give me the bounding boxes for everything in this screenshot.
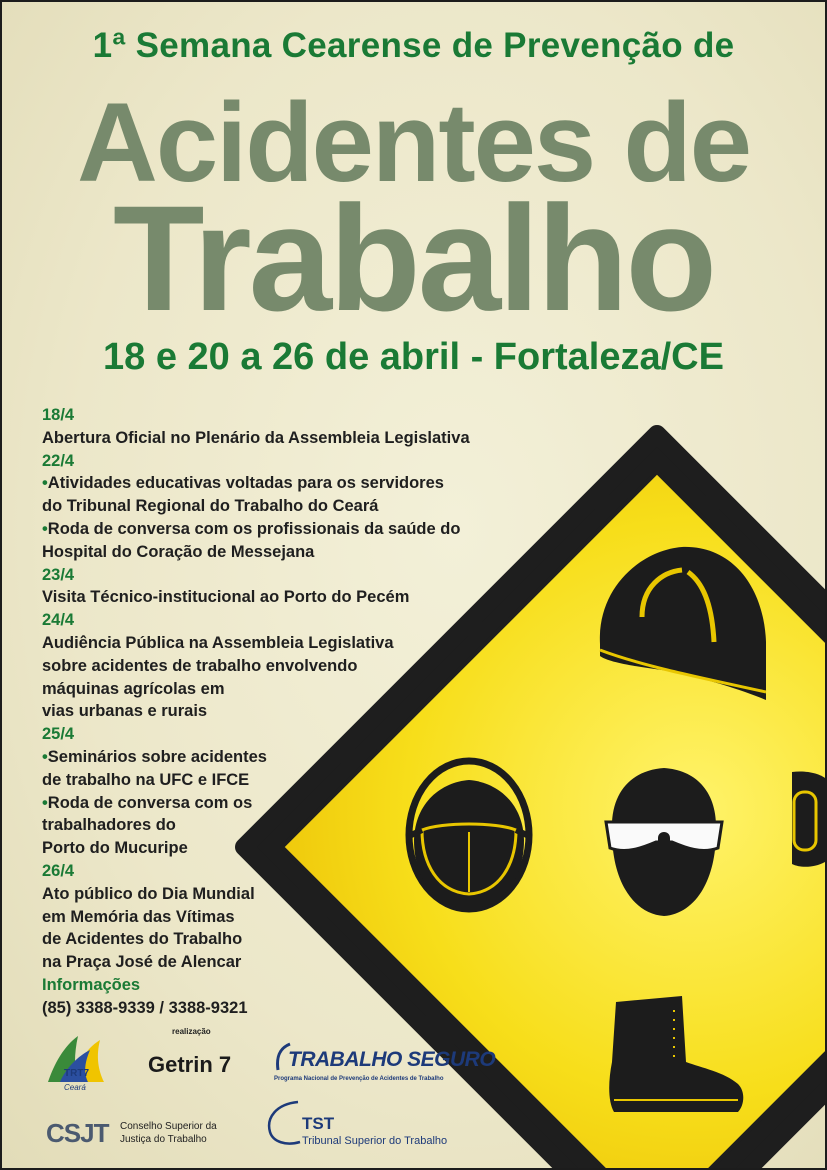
credits-label: realização (172, 1027, 211, 1036)
schedule-item: Visita Técnico-institucional ao Porto do Pecém (42, 588, 410, 607)
event-title: 1ª Semana Cearense de Prevenção de (92, 26, 735, 65)
schedule-date: 23/4 (42, 565, 75, 584)
getrin-logo: Getrin 7 (148, 1052, 232, 1077)
schedule-item: Hospital do Coração de Messejana (42, 542, 315, 561)
schedule-date: 25/4 (42, 725, 75, 744)
schedule-item: de trabalho na UFC e IFCE (42, 770, 250, 789)
headline-line-1: Acidentes de (76, 80, 751, 205)
schedule-item: (85) 3388-9339 / 3388-9321 (42, 998, 248, 1017)
schedule-date: 26/4 (42, 861, 75, 880)
schedule-item: Porto do Mucuripe (42, 839, 188, 858)
schedule-item: Ato público do Dia Mundial (42, 884, 255, 903)
tst-logo: TST (302, 1114, 335, 1133)
schedule-date: 22/4 (42, 451, 75, 470)
schedule-item: • Roda de conversa com os (42, 792, 562, 815)
ear-muffs-icon (792, 771, 825, 866)
trt7-subtitle: Ceará (64, 1083, 86, 1092)
schedule-list (42, 404, 562, 1020)
schedule-date: Informações (42, 975, 141, 994)
schedule-item: trabalhadores do (42, 816, 176, 835)
date-location: 18 e 20 a 26 de abril - Fortaleza/CE (103, 336, 724, 378)
schedule-item: de Acidentes do Trabalho (42, 930, 243, 949)
schedule-item: sobre acidentes de trabalho envolvendo (42, 656, 358, 675)
trt7-logo-text: TRT7 (64, 1068, 89, 1079)
trabalho-seguro-logo: TRABALHO SEGURO (288, 1048, 496, 1071)
tst-full-name: Tribunal Superior do Trabalho (302, 1135, 448, 1147)
schedule-item: Abertura Oficial no Plenário da Assembleia Legislativa (42, 428, 470, 447)
csjt-logo-text: CSJT (46, 1118, 109, 1146)
csjt-logo (44, 1118, 114, 1146)
schedule-item: Audiência Pública na Assembleia Legislativa (42, 633, 394, 652)
trt7-logo (44, 1034, 110, 1086)
schedule-item: • Seminários sobre acidentes (42, 746, 562, 769)
tst-swoosh-icon (264, 1098, 304, 1148)
schedule-item: vias urbanas e rurais (42, 702, 208, 721)
schedule-item: • Atividades educativas voltadas para os servidores (42, 472, 562, 495)
schedule-item: na Praça José de Alencar (42, 953, 242, 972)
schedule-item: em Memória das Vítimas (42, 907, 235, 926)
headline-line-2: Trabalho (112, 174, 715, 342)
schedule-date: 18/4 (42, 406, 75, 424)
schedule-item: máquinas agrícolas em (42, 679, 225, 698)
schedule-item: do Tribunal Regional do Trabalho do Ceará (42, 497, 379, 516)
csjt-name: Conselho Superior da Justiça do Trabalho (120, 1121, 217, 1145)
schedule-date: 24/4 (42, 611, 75, 630)
schedule-item: • Roda de conversa com os profissionais da saúde do (42, 518, 562, 541)
trabalho-seguro-subtitle: Programa Nacional de Prevenção de Acidentes de Trabalho (274, 1076, 444, 1082)
